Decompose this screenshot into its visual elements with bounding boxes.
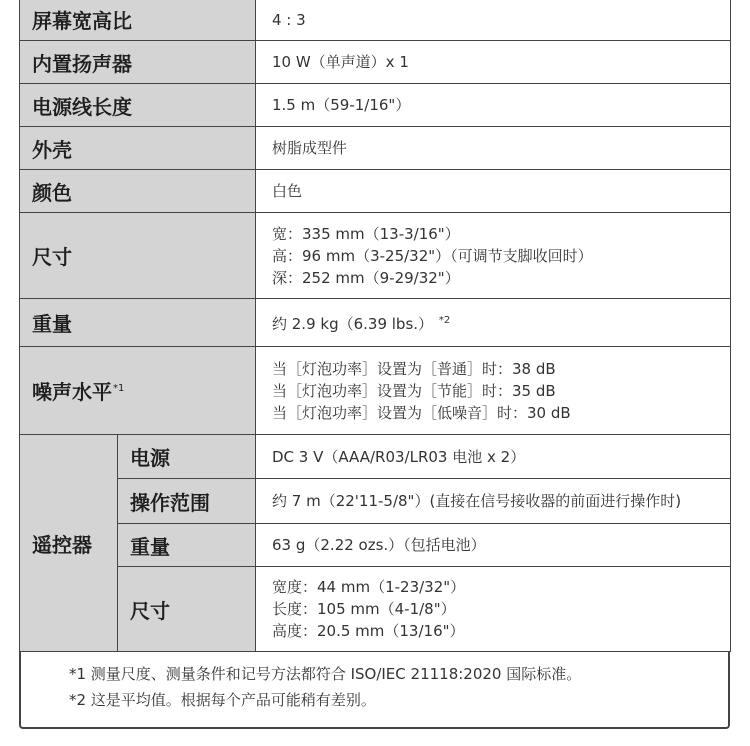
row-value-speaker: 10 W（单声道）x 1 (256, 41, 731, 84)
size-depth-line: 深：252 mm（9-29/32"） (272, 268, 460, 287)
remote-size-label: 尺寸 (118, 567, 256, 652)
table-row (20, 213, 731, 299)
table-row (20, 41, 731, 84)
table-row (20, 84, 731, 127)
table-row (20, 0, 731, 41)
noise-label-text: 噪声水平 (32, 380, 112, 404)
noise-eco-line: 当［灯泡功率］设置为［节能］时：35 dB (272, 381, 556, 400)
footnote-1: *1 测量尺度、测量条件和记号方法都符合 ISO/IEC 21118:2020 国际标准。 (69, 665, 582, 683)
row-label-remote: 遥控器 (20, 435, 118, 652)
row-label-speaker: 内置扬声器 (20, 41, 256, 84)
row-label-color: 颜色 (20, 170, 256, 213)
table-row (20, 347, 731, 435)
noise-normal-line: 当［灯泡功率］设置为［普通］时：38 dB (272, 359, 556, 378)
footnotes (19, 651, 730, 729)
spec-table (19, 0, 731, 652)
weight-footnote-ref: *2 (438, 315, 451, 326)
noise-footnote-ref: *1 (113, 383, 125, 395)
remote-width-line: 宽度：44 mm（1-23/32"） (272, 578, 466, 596)
footnote-2: *2 这是平均值。根据每个产品可能稍有差别。 (69, 691, 376, 709)
table-row (20, 170, 731, 213)
table-row (20, 567, 731, 652)
remote-height-line: 高度：20.5 mm（13/16"） (272, 622, 465, 640)
size-width-line: 宽：335 mm（13-3/16"） (272, 224, 460, 243)
table-row (20, 127, 731, 170)
noise-quiet-line: 当［灯泡功率］设置为［低噪音］时：30 dB (272, 403, 571, 422)
weight-value: 约 2.9 kg（6.39 lbs.） (272, 315, 434, 333)
remote-power-value: DC 3 V（AAA/R03/LR03 电池 x 2） (256, 435, 731, 479)
row-label-size: 尺寸 (20, 213, 256, 299)
table-row (20, 524, 731, 567)
remote-power-label: 电源 (118, 435, 256, 479)
row-label-noise (20, 347, 256, 435)
remote-size-value (256, 567, 731, 652)
row-label-weight: 重量 (20, 299, 256, 347)
row-label-aspect: 屏幕宽高比 (20, 0, 256, 41)
size-height-line: 高：96 mm（3-25/32"）（可调节支脚收回时） (272, 246, 593, 265)
table-row (20, 299, 731, 347)
row-value-noise (256, 347, 731, 435)
row-value-size (256, 213, 731, 299)
remote-weight-label: 重量 (118, 524, 256, 567)
row-value-aspect: 4 : 3 (256, 0, 731, 41)
row-value-color: 白色 (256, 170, 731, 213)
remote-range-value: 约 7 m（22'11-5/8"）(直接在信号接收器的前面进行操作时) (256, 479, 731, 524)
row-value-housing: 树脂成型件 (256, 127, 731, 170)
remote-weight-value: 63 g（2.22 ozs.）（包括电池） (256, 524, 731, 567)
row-value-weight (256, 299, 731, 347)
row-label-housing: 外壳 (20, 127, 256, 170)
row-label-cable: 电源线长度 (20, 84, 256, 127)
table-row (20, 479, 731, 524)
remote-range-label: 操作范围 (118, 479, 256, 524)
table-row (20, 435, 731, 479)
row-value-cable: 1.5 m（59-1/16"） (256, 84, 731, 127)
remote-length-line: 长度：105 mm（4-1/8"） (272, 600, 456, 618)
